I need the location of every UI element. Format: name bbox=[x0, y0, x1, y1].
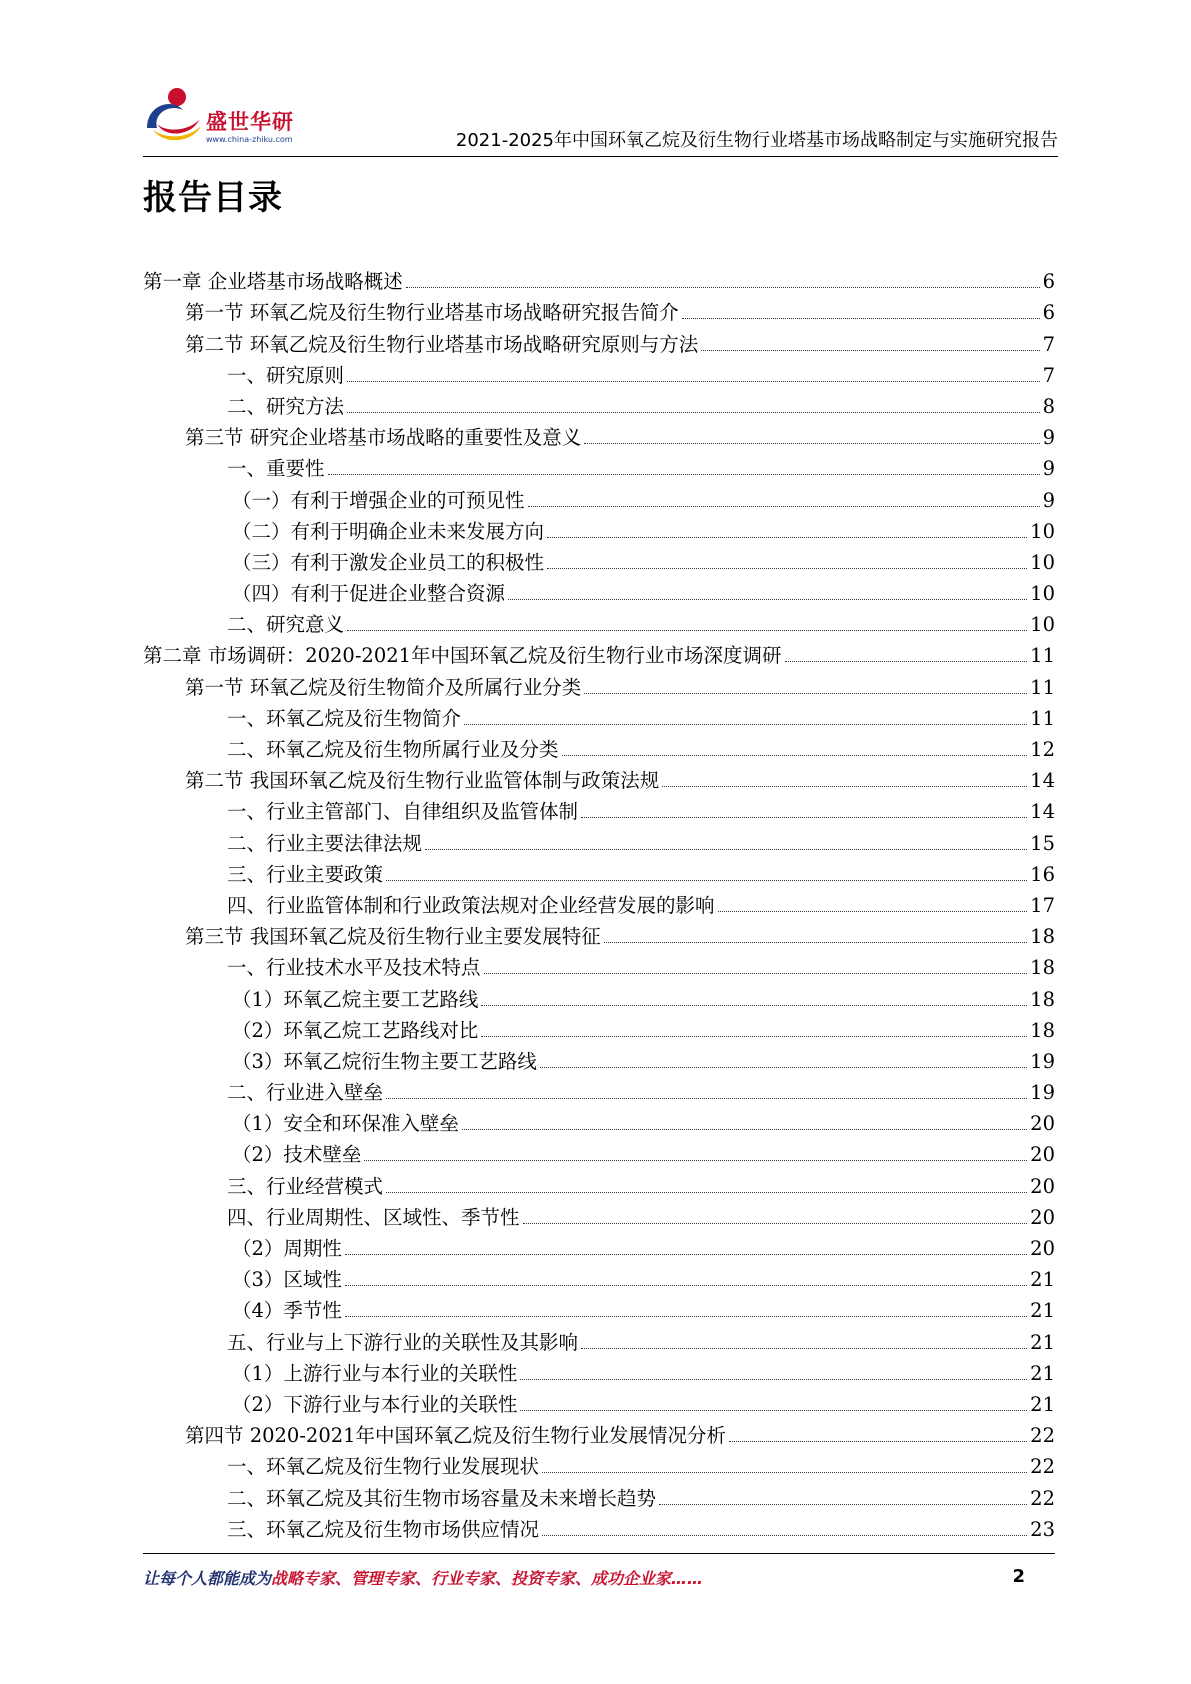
toc-entry-label: 一、行业技术水平及技术特点 bbox=[227, 956, 481, 980]
toc-leader-dots bbox=[662, 786, 1027, 787]
toc-leader-dots bbox=[347, 412, 1040, 413]
toc-entry-label: 第一节 环氧乙烷及衍生物行业塔基市场战略研究报告简介 bbox=[185, 301, 679, 325]
toc-entry-label: 二、研究方法 bbox=[227, 394, 345, 418]
toc-entry[interactable] bbox=[143, 1135, 1055, 1166]
toc-entry-label: （一）有利于增强企业的可预见性 bbox=[232, 488, 525, 512]
toc-entry-label: （3）环氧乙烷衍生物主要工艺路线 bbox=[232, 1049, 537, 1073]
toc-entry-label: （1）环氧乙烷主要工艺路线 bbox=[232, 987, 479, 1011]
toc-entry-page: 10 bbox=[1030, 550, 1055, 574]
toc-entry[interactable] bbox=[143, 636, 1055, 667]
toc-entry-page: 22 bbox=[1030, 1486, 1055, 1510]
toc-entry-label: 一、行业主管部门、自律组织及监管体制 bbox=[227, 800, 579, 824]
toc-leader-dots bbox=[547, 537, 1027, 538]
logo-text: 盛世华研 bbox=[206, 110, 294, 134]
toc-entry-page: 19 bbox=[1030, 1049, 1055, 1073]
toc-entry[interactable] bbox=[143, 917, 1055, 948]
toc-entry-page: 11 bbox=[1030, 675, 1055, 699]
toc-leader-dots bbox=[328, 474, 1040, 475]
toc-entry[interactable] bbox=[143, 1510, 1055, 1541]
toc-leader-dots bbox=[523, 1223, 1028, 1224]
toc-entry-page: 20 bbox=[1030, 1174, 1055, 1198]
toc-entry-page: 22 bbox=[1030, 1424, 1055, 1448]
toc-leader-dots bbox=[386, 1192, 1027, 1193]
toc-leader-dots bbox=[347, 381, 1040, 382]
toc-entry[interactable] bbox=[143, 449, 1055, 480]
toc-entry[interactable] bbox=[143, 1478, 1055, 1509]
toc-entry-page: 18 bbox=[1030, 956, 1055, 980]
toc-entry-label: 四、行业监管体制和行业政策法规对企业经营发展的影响 bbox=[227, 893, 715, 917]
toc-entry[interactable] bbox=[143, 761, 1055, 792]
toc-entry-label: （三）有利于激发企业员工的积极性 bbox=[232, 550, 545, 574]
table-of-contents bbox=[143, 262, 1055, 1541]
toc-entry-label: 二、研究意义 bbox=[227, 613, 345, 637]
toc-entry-page: 11 bbox=[1030, 706, 1055, 730]
toc-entry-page: 21 bbox=[1030, 1330, 1055, 1354]
toc-entry-label: （四）有利于促进企业整合资源 bbox=[232, 582, 506, 606]
toc-entry[interactable] bbox=[143, 605, 1055, 636]
toc-entry[interactable] bbox=[143, 667, 1055, 698]
toc-leader-dots bbox=[386, 1098, 1027, 1099]
toc-entry[interactable] bbox=[143, 699, 1055, 730]
header-divider bbox=[143, 156, 1058, 157]
toc-entry-page: 12 bbox=[1030, 738, 1055, 761]
toc-entry-label: （1）上游行业与本行业的关联性 bbox=[232, 1361, 518, 1385]
toc-entry-page: 10 bbox=[1030, 582, 1055, 606]
toc-entry-label: （3）区域性 bbox=[232, 1268, 342, 1292]
toc-entry-page: 20 bbox=[1030, 1112, 1055, 1136]
toc-entry-page: 6 bbox=[1042, 301, 1055, 325]
toc-entry[interactable] bbox=[143, 1416, 1055, 1447]
toc-leader-dots bbox=[481, 1036, 1027, 1037]
toc-leader-dots bbox=[345, 1316, 1027, 1317]
toc-leader-dots bbox=[528, 506, 1040, 507]
toc-entry-page: 15 bbox=[1030, 831, 1055, 855]
toc-entry-page: 18 bbox=[1030, 987, 1055, 1011]
toc-entry-page: 14 bbox=[1030, 769, 1055, 793]
company-logo bbox=[143, 84, 323, 144]
toc-entry-label: 三、环氧乙烷及衍生物市场供应情况 bbox=[227, 1517, 540, 1541]
toc-entry[interactable] bbox=[143, 574, 1055, 605]
toc-leader-dots bbox=[562, 755, 1028, 756]
toc-leader-dots bbox=[581, 817, 1027, 818]
toc-entry[interactable] bbox=[143, 979, 1055, 1010]
toc-entry-page: 21 bbox=[1030, 1299, 1055, 1323]
toc-entry[interactable] bbox=[143, 1073, 1055, 1104]
toc-entry-label: 第二节 我国环氧乙烷及衍生物行业监管体制与政策法规 bbox=[185, 769, 660, 793]
logo-swoosh-icon bbox=[143, 84, 205, 144]
document-title: 2021-2025年中国环氧乙烷及衍生物行业塔基市场战略制定与实施研究报告 bbox=[455, 130, 1058, 151]
toc-entry-page: 9 bbox=[1042, 457, 1055, 481]
toc-entry-label: 第一章 企业塔基市场战略概述 bbox=[143, 270, 403, 294]
toc-entry[interactable] bbox=[143, 1229, 1055, 1260]
toc-entry[interactable] bbox=[143, 886, 1055, 917]
toc-entry-label: 三、行业主要政策 bbox=[227, 862, 384, 886]
toc-entry-page: 23 bbox=[1030, 1517, 1055, 1541]
toc-entry-label: （2）环氧乙烷工艺路线对比 bbox=[232, 1018, 479, 1042]
page-number: 2 bbox=[1012, 1566, 1025, 1587]
toc-entry-label: 第二节 环氧乙烷及衍生物行业塔基市场战略研究原则与方法 bbox=[185, 332, 699, 356]
toc-leader-dots bbox=[542, 1535, 1027, 1536]
toc-entry-label: 一、环氧乙烷及衍生物简介 bbox=[227, 706, 462, 730]
toc-entry-page: 18 bbox=[1030, 1018, 1055, 1042]
toc-entry[interactable] bbox=[143, 480, 1055, 511]
toc-entry-page: 20 bbox=[1030, 1237, 1055, 1260]
toc-entry-page: 9 bbox=[1042, 426, 1055, 450]
toc-entry[interactable] bbox=[143, 1104, 1055, 1135]
toc-entry[interactable] bbox=[143, 730, 1055, 761]
toc-entry-label: 四、行业周期性、区域性、季节性 bbox=[227, 1205, 520, 1229]
toc-leader-dots bbox=[345, 1254, 1027, 1255]
toc-leader-dots bbox=[785, 661, 1028, 662]
toc-leader-dots bbox=[508, 599, 1027, 600]
toc-entry-page: 21 bbox=[1030, 1392, 1055, 1416]
toc-entry[interactable] bbox=[143, 1042, 1055, 1073]
toc-leader-dots bbox=[604, 942, 1027, 943]
toc-entry-page: 7 bbox=[1042, 363, 1055, 387]
toc-entry-label: （1）安全和环保准入壁垒 bbox=[232, 1112, 459, 1136]
toc-entry[interactable] bbox=[143, 1322, 1055, 1353]
toc-leader-dots bbox=[581, 1348, 1027, 1349]
toc-entry-page: 16 bbox=[1030, 862, 1055, 886]
toc-leader-dots bbox=[481, 1005, 1027, 1006]
toc-entry-page: 9 bbox=[1042, 488, 1055, 512]
toc-entry[interactable] bbox=[143, 855, 1055, 886]
toc-leader-dots bbox=[345, 1285, 1027, 1286]
toc-entry-page: 11 bbox=[1030, 644, 1055, 668]
toc-entry-label: （2）下游行业与本行业的关联性 bbox=[232, 1392, 518, 1416]
toc-entry[interactable] bbox=[143, 387, 1055, 418]
toc-entry-label: 二、环氧乙烷及其衍生物市场容量及未来增长趋势 bbox=[227, 1486, 657, 1510]
page-footer bbox=[143, 1566, 1055, 1592]
toc-entry-label: 三、行业经营模式 bbox=[227, 1174, 384, 1198]
toc-entry[interactable] bbox=[143, 543, 1055, 574]
toc-leader-dots bbox=[484, 973, 1028, 974]
toc-entry-label: 五、行业与上下游行业的关联性及其影响 bbox=[227, 1330, 579, 1354]
toc-entry-label: （4）季节性 bbox=[232, 1299, 342, 1323]
footer-slogan-emphasis: 战略专家、管理专家、行业专家、投资专家、成功企业家…… bbox=[271, 1569, 704, 1588]
toc-entry[interactable] bbox=[143, 262, 1055, 293]
toc-entry-label: 二、环氧乙烷及衍生物所属行业及分类 bbox=[227, 738, 559, 761]
toc-entry-label: （二）有利于明确企业未来发展方向 bbox=[232, 519, 545, 543]
toc-leader-dots bbox=[540, 1067, 1027, 1068]
toc-entry-label: 一、研究原则 bbox=[227, 363, 345, 387]
toc-entry-page: 22 bbox=[1030, 1455, 1055, 1479]
toc-entry-label: 第三节 研究企业塔基市场战略的重要性及意义 bbox=[185, 426, 582, 450]
footer-divider bbox=[143, 1553, 1055, 1554]
toc-entry[interactable] bbox=[143, 792, 1055, 823]
toc-leader-dots bbox=[701, 350, 1039, 351]
toc-entry[interactable] bbox=[143, 1198, 1055, 1229]
toc-entry[interactable] bbox=[143, 1291, 1055, 1322]
toc-entry[interactable] bbox=[143, 948, 1055, 979]
toc-entry[interactable] bbox=[143, 823, 1055, 854]
toc-entry[interactable] bbox=[143, 356, 1055, 387]
toc-leader-dots bbox=[406, 287, 1040, 288]
toc-leader-dots bbox=[584, 443, 1039, 444]
toc-leader-dots bbox=[542, 1472, 1027, 1473]
toc-entry[interactable] bbox=[143, 418, 1055, 449]
logo-url: www.china-zhiku.com bbox=[206, 135, 293, 144]
toc-entry-page: 21 bbox=[1030, 1361, 1055, 1385]
toc-entry-label: 一、重要性 bbox=[227, 457, 325, 481]
toc-entry[interactable] bbox=[143, 1447, 1055, 1478]
toc-entry-page: 21 bbox=[1030, 1268, 1055, 1292]
toc-entry-page: 17 bbox=[1030, 893, 1055, 917]
toc-entry[interactable] bbox=[143, 1166, 1055, 1197]
toc-entry-label: 二、行业主要法律法规 bbox=[227, 831, 423, 855]
toc-entry[interactable] bbox=[143, 1354, 1055, 1385]
toc-entry[interactable] bbox=[143, 324, 1055, 355]
toc-entry-page: 20 bbox=[1030, 1143, 1055, 1167]
toc-entry-label: 第四节 2020-2021年中国环氧乙烷及衍生物行业发展情况分析 bbox=[185, 1424, 727, 1448]
page-title: 报告目录 bbox=[143, 178, 283, 218]
toc-leader-dots bbox=[682, 318, 1040, 319]
page-header bbox=[143, 84, 1058, 158]
toc-leader-dots bbox=[347, 630, 1027, 631]
toc-entry-page: 6 bbox=[1042, 270, 1055, 294]
toc-entry[interactable] bbox=[143, 1385, 1055, 1416]
toc-entry[interactable] bbox=[143, 293, 1055, 324]
toc-entry-label: 二、行业进入壁垒 bbox=[227, 1081, 384, 1105]
toc-leader-dots bbox=[386, 880, 1027, 881]
toc-entry-page: 18 bbox=[1030, 925, 1055, 949]
toc-leader-dots bbox=[547, 568, 1027, 569]
toc-leader-dots bbox=[425, 849, 1027, 850]
toc-entry[interactable] bbox=[143, 1260, 1055, 1291]
toc-entry-label: 一、环氧乙烷及衍生物行业发展现状 bbox=[227, 1455, 540, 1479]
toc-entry-label: 第三节 我国环氧乙烷及衍生物行业主要发展特征 bbox=[185, 925, 601, 949]
toc-entry-page: 7 bbox=[1042, 332, 1055, 356]
toc-leader-dots bbox=[584, 693, 1027, 694]
toc-entry[interactable] bbox=[143, 1011, 1055, 1042]
footer-slogan-lead: 让每个人都能成为 bbox=[143, 1569, 272, 1588]
toc-entry[interactable] bbox=[143, 512, 1055, 543]
toc-leader-dots bbox=[364, 1160, 1027, 1161]
toc-leader-dots bbox=[520, 1410, 1027, 1411]
toc-entry-page: 14 bbox=[1030, 800, 1055, 824]
toc-leader-dots bbox=[462, 1129, 1027, 1130]
toc-leader-dots bbox=[520, 1379, 1027, 1380]
toc-leader-dots bbox=[659, 1504, 1027, 1505]
toc-entry-label: 第一节 环氧乙烷及衍生物简介及所属行业分类 bbox=[185, 675, 582, 699]
toc-entry-page: 10 bbox=[1030, 613, 1055, 637]
toc-entry-label: （2）技术壁垒 bbox=[232, 1143, 362, 1167]
toc-entry-page: 8 bbox=[1042, 394, 1055, 418]
toc-entry-label: 第二章 市场调研：2020-2021年中国环氧乙烷及衍生物行业市场深度调研 bbox=[143, 644, 782, 668]
toc-leader-dots bbox=[729, 1441, 1027, 1442]
toc-entry-page: 10 bbox=[1030, 519, 1055, 543]
toc-entry-label: （2）周期性 bbox=[232, 1237, 342, 1260]
toc-leader-dots bbox=[718, 911, 1028, 912]
toc-entry-page: 19 bbox=[1030, 1081, 1055, 1105]
toc-leader-dots bbox=[464, 724, 1027, 725]
toc-entry-page: 20 bbox=[1030, 1205, 1055, 1229]
